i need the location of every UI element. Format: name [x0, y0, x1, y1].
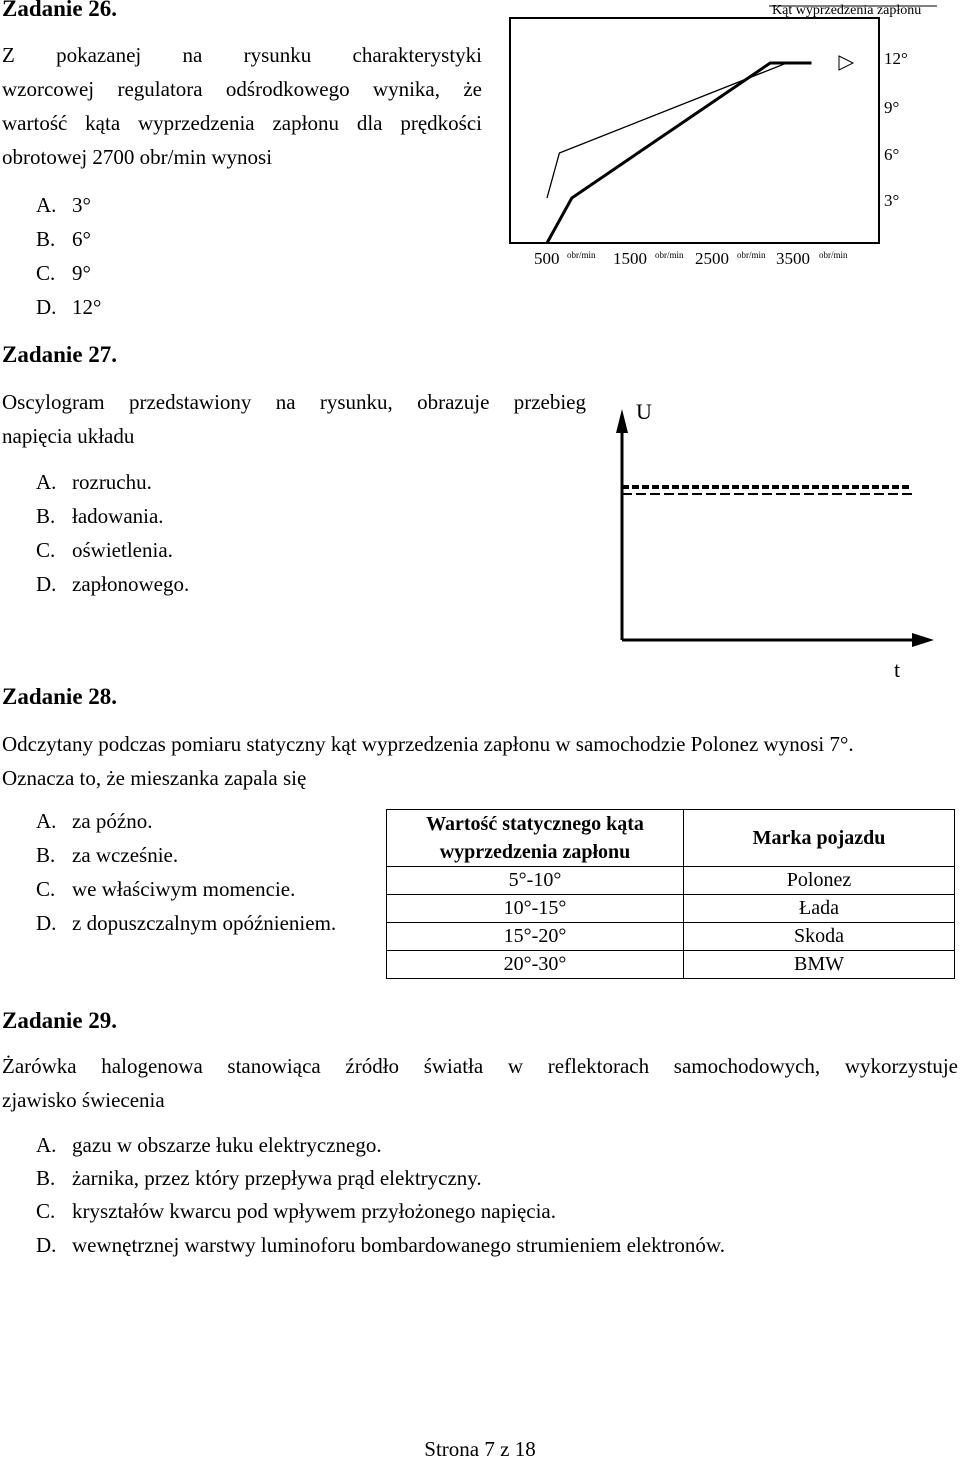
table-header-row — [387, 810, 955, 867]
task29-option-d: D. wewnętrznej warstwy luminoforu bombardowanego strumieniem elektronów. — [36, 1233, 725, 1257]
table-cell-angle: 15°-20° — [387, 923, 684, 951]
series-upper-line — [547, 63, 812, 198]
task28-option-c: C. we właściwym momencie. — [36, 877, 296, 901]
x-unit-4: obr/min — [819, 250, 848, 260]
task26-question-line-2: wzorcowej regulatora odśrodkowego wynika, że — [2, 77, 482, 101]
table-cell-angle: 20°-30° — [387, 951, 684, 979]
page-number: Strona 7 z 18 — [424, 1437, 536, 1461]
task26-option-b: B. 6° — [36, 227, 91, 251]
x-tick-1500: 1500 — [613, 249, 647, 268]
t-axis-label: t — [894, 657, 901, 682]
task27-heading: Zadanie 27. — [2, 342, 118, 367]
task26-question-line-3: wartość kąta wyprzedzenia zapłonu dla prędkości — [2, 111, 482, 135]
table-cell-brand: BMW — [684, 951, 955, 979]
table-row — [387, 923, 955, 951]
table-row — [387, 895, 955, 923]
task29-question-line-1: Żarówka halogenowa stanowiąca źródło światła w reflektorach samochodowych, wykorzystuje — [2, 1054, 958, 1078]
ignition-angle-table — [386, 809, 955, 979]
advance-characteristic-chart — [500, 0, 960, 280]
table-cell-brand: Łada — [684, 895, 955, 923]
y-tick-9: 9° — [884, 98, 900, 117]
task27-question-line-1: Oscylogram przedstawiony na rysunku, obrazuje przebieg — [2, 390, 586, 414]
y-tick-3: 3° — [884, 191, 900, 210]
y-tick-6: 6° — [884, 145, 900, 164]
task28-heading: Zadanie 28. — [2, 684, 118, 709]
x-unit-3: obr/min — [737, 250, 766, 260]
task27-question-line-2: napięcia układu — [2, 424, 135, 448]
task29-option-c: C. kryształów kwarcu pod wpływem przyłożonego napięcia. — [36, 1199, 557, 1223]
task26-option-a: A. 3° — [36, 193, 91, 217]
task28-question-line-1: Odczytany podczas pomiaru statyczny kąt wyprzedzenia zapłonu w samochodzie Polonez wynosi 7°. — [2, 732, 854, 756]
chart-arrow-head — [839, 56, 853, 70]
task28-question-line-2: Oznacza to, że mieszanka zapala się — [2, 766, 307, 790]
task28-option-d: D. z dopuszczalnym opóźnieniem. — [36, 911, 337, 935]
task27-option-b: B. ładowania. — [36, 504, 164, 528]
task29-option-b: B. żarnika, przez który przepływa prąd elektryczny. — [36, 1166, 482, 1190]
task29-heading: Zadanie 29. — [2, 1008, 118, 1033]
table-header-brand: Marka pojazdu — [684, 810, 955, 867]
x-unit-1: obr/min — [567, 250, 596, 260]
x-unit-2: obr/min — [655, 250, 684, 260]
y-tick-12: 12° — [884, 49, 908, 68]
x-tick-2500: 2500 — [695, 249, 729, 268]
table-cell-brand: Polonez — [684, 867, 955, 895]
task26-option-d: D. 12° — [36, 295, 102, 319]
task29-question-line-2: zjawisko świecenia — [2, 1088, 165, 1112]
table-cell-angle: 10°-15° — [387, 895, 684, 923]
oscillogram-figure — [600, 395, 960, 690]
x-tick-3500: 3500 — [776, 249, 810, 268]
task27-option-a: A. rozruchu. — [36, 470, 152, 494]
task29-option-a: A. gazu w obszarze łuku elektrycznego. — [36, 1133, 382, 1157]
task28-option-a: A. za późno. — [36, 809, 153, 833]
t-axis-arrow-icon — [912, 633, 934, 647]
task27-option-d: D. zapłonowego. — [36, 572, 190, 596]
table-header-angle: Wartość statycznego kąta wyprzedzenia zapłonu — [387, 810, 684, 867]
task26-option-c: C. 9° — [36, 261, 91, 285]
table-cell-angle: 5°-10° — [387, 867, 684, 895]
table-cell-brand: Skoda — [684, 923, 955, 951]
task26-question-line-1: Z pokazanej na rysunku charakterystyki — [2, 43, 482, 67]
table-row — [387, 867, 955, 895]
chart-title: Kąt wyprzedzenia zapłonu — [772, 3, 922, 18]
table-row — [387, 951, 955, 979]
u-axis-arrow-icon — [616, 409, 628, 433]
x-tick-500: 500 — [534, 249, 560, 268]
u-axis-label: U — [636, 399, 652, 424]
task26-question-line-4: obrotowej 2700 obr/min wynosi — [2, 145, 273, 169]
series-lower-line — [547, 63, 812, 243]
task26-heading: Zadanie 26. — [2, 0, 118, 21]
task27-option-c: C. oświetlenia. — [36, 538, 173, 562]
task28-option-b: B. za wcześnie. — [36, 843, 179, 867]
